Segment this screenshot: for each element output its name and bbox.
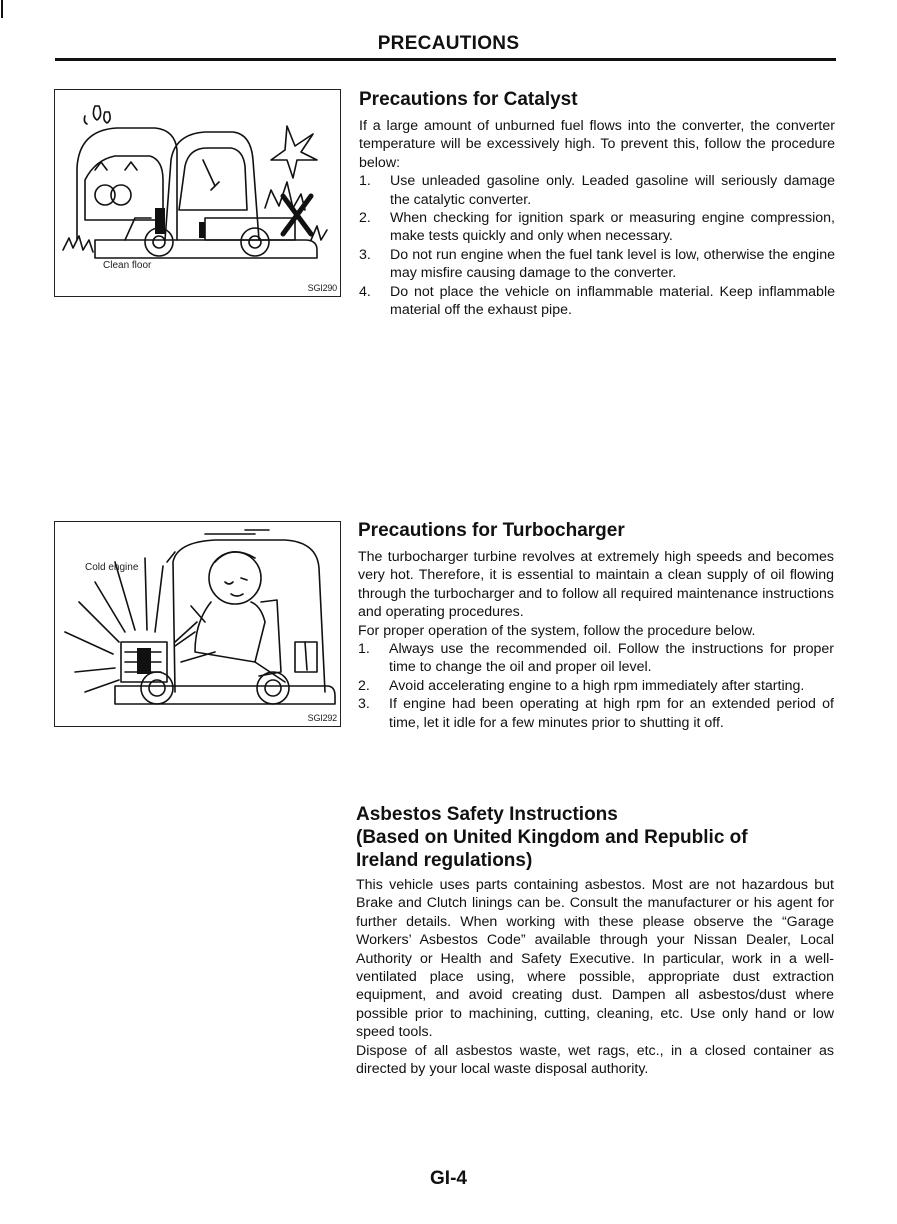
catalyst-car-illustration [55, 90, 340, 296]
asbestos-heading [356, 803, 834, 872]
figure-code: SGI292 [307, 713, 337, 723]
list-item [358, 695, 834, 732]
turbo-intro: The turbocharger turbine revolves at extremely high speeds and becomes very hot. Therefore, it is essential to maintain a clean supply of oil flowing through the turbocharger and to follow all required maintenance instructions and operating procedures. [358, 549, 834, 621]
asbestos-heading-line-2: (Based on United Kingdom and Republic of [356, 827, 748, 848]
title-rule [55, 58, 836, 61]
item-number: 1. [359, 173, 371, 190]
item-text: Do not place the vehicle on inflammable material. Keep inflammable material off the exhaust pipe. [390, 283, 835, 319]
catalyst-figure [54, 89, 341, 297]
figure-label: Cold engine [85, 562, 139, 573]
turbo-list [358, 640, 834, 732]
figure-code: SGI290 [307, 283, 337, 293]
page-number: GI-4 [430, 1168, 467, 1189]
list-item [359, 209, 835, 246]
item-text: If engine had been operating at high rpm for an extended period of time, let it idle for a few minutes prior to shutting it off. [389, 696, 834, 731]
item-number: 3. [358, 696, 370, 713]
catalyst-heading: Precautions for Catalyst [359, 89, 578, 110]
page-edge-mark [1, 0, 3, 18]
item-text: Always use the recommended oil. Follow the instructions for proper time to change the oil and proper oil level. [389, 641, 834, 676]
catalyst-section [359, 88, 835, 319]
asbestos-heading-line-3: Ireland regulations) [356, 850, 533, 871]
turbo-heading: Precautions for Turbocharger [358, 520, 625, 541]
item-number: 3. [359, 246, 371, 263]
list-item [359, 283, 835, 320]
turbo-section [358, 519, 834, 732]
asbestos-paragraph-1: This vehicle uses parts containing asbestos. Most are not hazardous but Brake and Clutch linings can be. Consult the manufacturer or his agent for further details. When working with these please observe the “Garage Workers’ Asbestos Code” available through your Nissan Dealer, Local Authority or Health and Safety Executive. In particular, work in a well-ventilated place using, where possible, appropriate dust extraction equipment, and avoid creating dust. Dampen all asbestos/dust where possible prior to machining, cutting, cleaning, etc. Use only hand or low speed tools. [356, 877, 834, 1041]
list-item [358, 640, 834, 677]
catalyst-intro: If a large amount of unburned fuel flows into the converter, the converter temperature will be excessively high. To prevent this, follow the procedure below: [359, 118, 835, 171]
turbocharger-car-illustration [55, 522, 340, 726]
list-item [359, 172, 835, 209]
catalyst-list [359, 172, 835, 319]
item-number: 4. [359, 283, 371, 300]
turbocharger-figure [54, 521, 341, 727]
item-text: Do not run engine when the fuel tank level is low, otherwise the engine may misfire causing damage to the converter. [390, 246, 835, 282]
figure-label: Clean floor [103, 260, 152, 271]
list-item [359, 246, 835, 283]
turbo-intro-2: For proper operation of the system, follow the procedure below. [358, 622, 756, 639]
asbestos-heading-line-1: Asbestos Safety Instructions [356, 804, 618, 825]
item-number: 2. [359, 210, 371, 227]
item-text: When checking for ignition spark or measuring engine compression, make tests quickly and only when necessary. [390, 210, 835, 245]
asbestos-section [356, 803, 834, 1078]
asbestos-paragraph-2: Dispose of all asbestos waste, wet rags, etc., in a closed container as directed by your local waste disposal authority. [356, 1042, 834, 1078]
item-number: 1. [358, 641, 370, 658]
list-item [358, 677, 834, 695]
item-number: 2. [358, 677, 370, 694]
item-text: Use unleaded gasoline only. Leaded gasoline will seriously damage the catalytic converter. [390, 173, 835, 208]
page-title: PRECAUTIONS [377, 33, 520, 54]
item-text: Avoid accelerating engine to a high rpm immediately after starting. [389, 677, 805, 694]
